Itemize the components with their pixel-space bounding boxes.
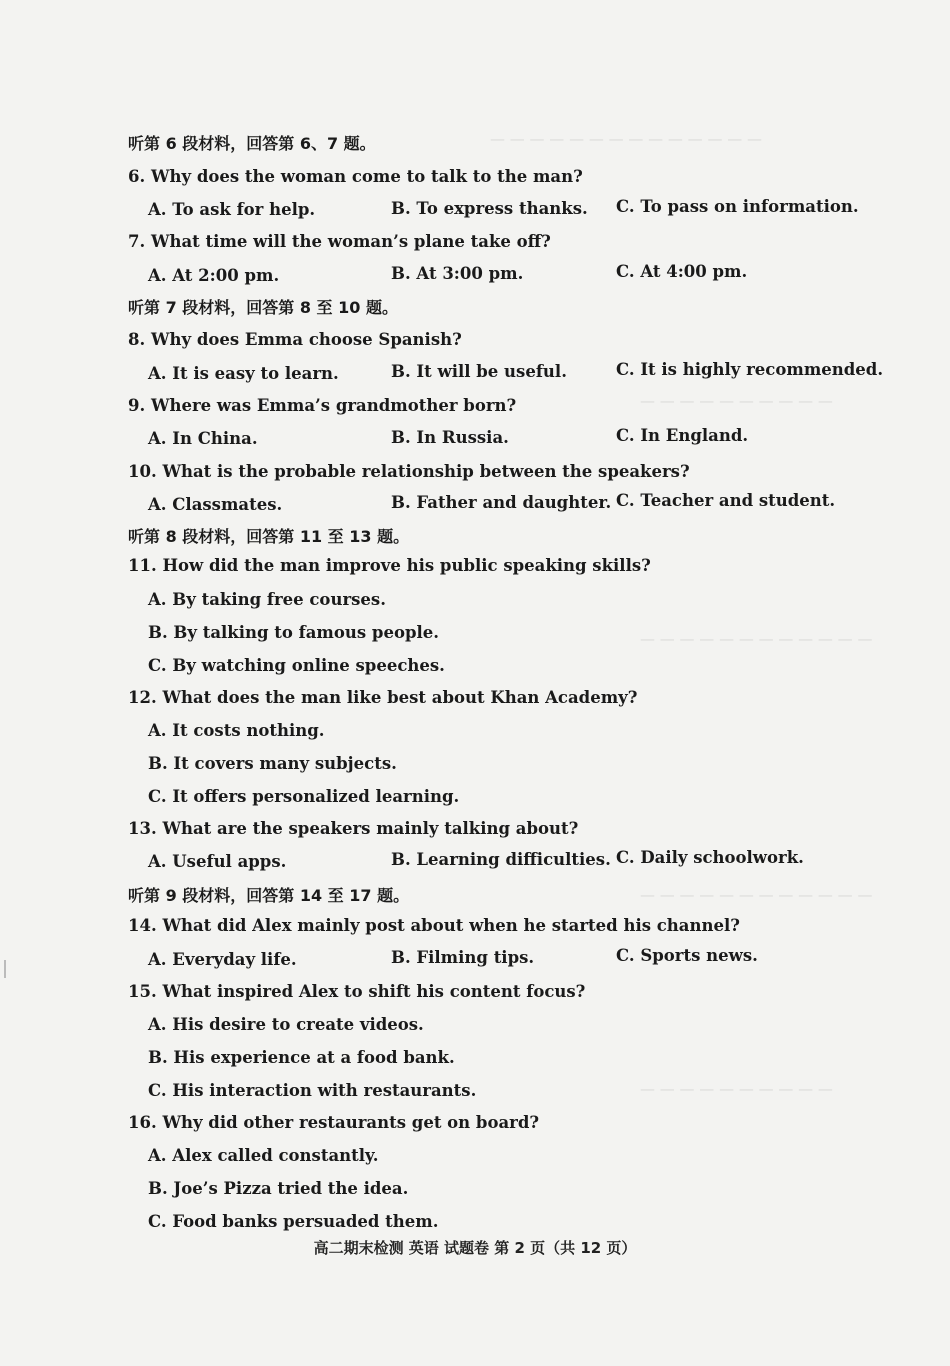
option-12a: A. It costs nothing.	[148, 721, 325, 740]
section-intro-7: 听第 7 段材料，回答第 8 至 10 题。	[128, 298, 398, 317]
option-6a: A. To ask for help.	[148, 200, 316, 219]
option-14c: C. Sports news.	[616, 946, 758, 965]
option-9c: C. In England.	[616, 426, 749, 445]
section-intro-9: 听第 9 段材料，回答第 14 至 17 题。	[128, 886, 410, 905]
bleed-through-texture: — — — — — — — — — —	[640, 392, 833, 410]
page-footer: 高二期末检测 英语 试题卷 第 2 页（共 12 页）	[313, 1239, 637, 1257]
option-13a: A. Useful apps.	[148, 852, 287, 871]
option-8b: B. It will be useful.	[391, 362, 567, 381]
option-12c: C. It offers personalized learning.	[148, 787, 460, 806]
option-10a: A. Classmates.	[148, 495, 283, 514]
bleed-through-texture: — — — — — — — — — —	[640, 1080, 833, 1098]
option-11c: C. By watching online speeches.	[148, 656, 445, 675]
option-7a: A. At 2:00 pm.	[148, 266, 280, 285]
bleed-through-texture: — — — — — — — — — — — — — —	[490, 130, 762, 148]
option-6c: C. To pass on information.	[616, 197, 859, 216]
bleed-through-texture: — — — — — — — — — — — —	[640, 630, 873, 648]
question-6: 6. Why does the woman come to talk to the man?	[128, 167, 583, 186]
question-7: 7. What time will the woman’s plane take off?	[128, 232, 551, 251]
option-15a: A. His desire to create videos.	[148, 1015, 424, 1034]
option-9a: A. In China.	[148, 429, 258, 448]
question-10: 10. What is the probable relationship between the speakers?	[128, 462, 690, 481]
option-13b: B. Learning difficulties.	[391, 850, 611, 869]
option-11a: A. By taking free courses.	[148, 590, 386, 609]
question-9: 9. Where was Emma’s grandmother born?	[128, 396, 517, 415]
option-9b: B. In Russia.	[391, 428, 509, 447]
option-6b: B. To express thanks.	[391, 199, 588, 218]
option-8c: C. It is highly recommended.	[616, 360, 884, 379]
option-10b: B. Father and daughter.	[391, 493, 612, 512]
option-13c: C. Daily schoolwork.	[616, 848, 804, 867]
question-14: 14. What did Alex mainly post about when he started his channel?	[128, 916, 740, 935]
question-11: 11. How did the man improve his public speaking skills?	[128, 556, 651, 575]
section-intro-8: 听第 8 段材料，回答第 11 至 13 题。	[128, 527, 410, 546]
option-14b: B. Filming tips.	[391, 948, 535, 967]
option-15b: B. His experience at a food bank.	[148, 1048, 455, 1067]
question-8: 8. Why does Emma choose Spanish?	[128, 330, 462, 349]
option-8a: A. It is easy to learn.	[148, 364, 339, 383]
option-15c: C. His interaction with restaurants.	[148, 1081, 477, 1100]
question-12: 12. What does the man like best about Khan Academy?	[128, 688, 638, 707]
option-7b: B. At 3:00 pm.	[391, 264, 524, 283]
option-10c: C. Teacher and student.	[616, 491, 836, 510]
option-12b: B. It covers many subjects.	[148, 754, 397, 773]
option-7c: C. At 4:00 pm.	[616, 262, 748, 281]
question-13: 13. What are the speakers mainly talking about?	[128, 819, 579, 838]
question-16: 16. Why did other restaurants get on board?	[128, 1113, 540, 1132]
bleed-through-texture: — — — — — — — — — — — —	[640, 886, 873, 904]
option-16c: C. Food banks persuaded them.	[148, 1212, 439, 1231]
option-16a: A. Alex called constantly.	[148, 1146, 379, 1165]
question-15: 15. What inspired Alex to shift his content focus?	[128, 982, 586, 1001]
section-intro-6: 听第 6 段材料，回答第 6、7 题。	[128, 134, 376, 153]
margin-mark	[4, 960, 6, 978]
option-16b: B. Joe’s Pizza tried the idea.	[148, 1179, 409, 1198]
option-11b: B. By talking to famous people.	[148, 623, 440, 642]
option-14a: A. Everyday life.	[148, 950, 297, 969]
